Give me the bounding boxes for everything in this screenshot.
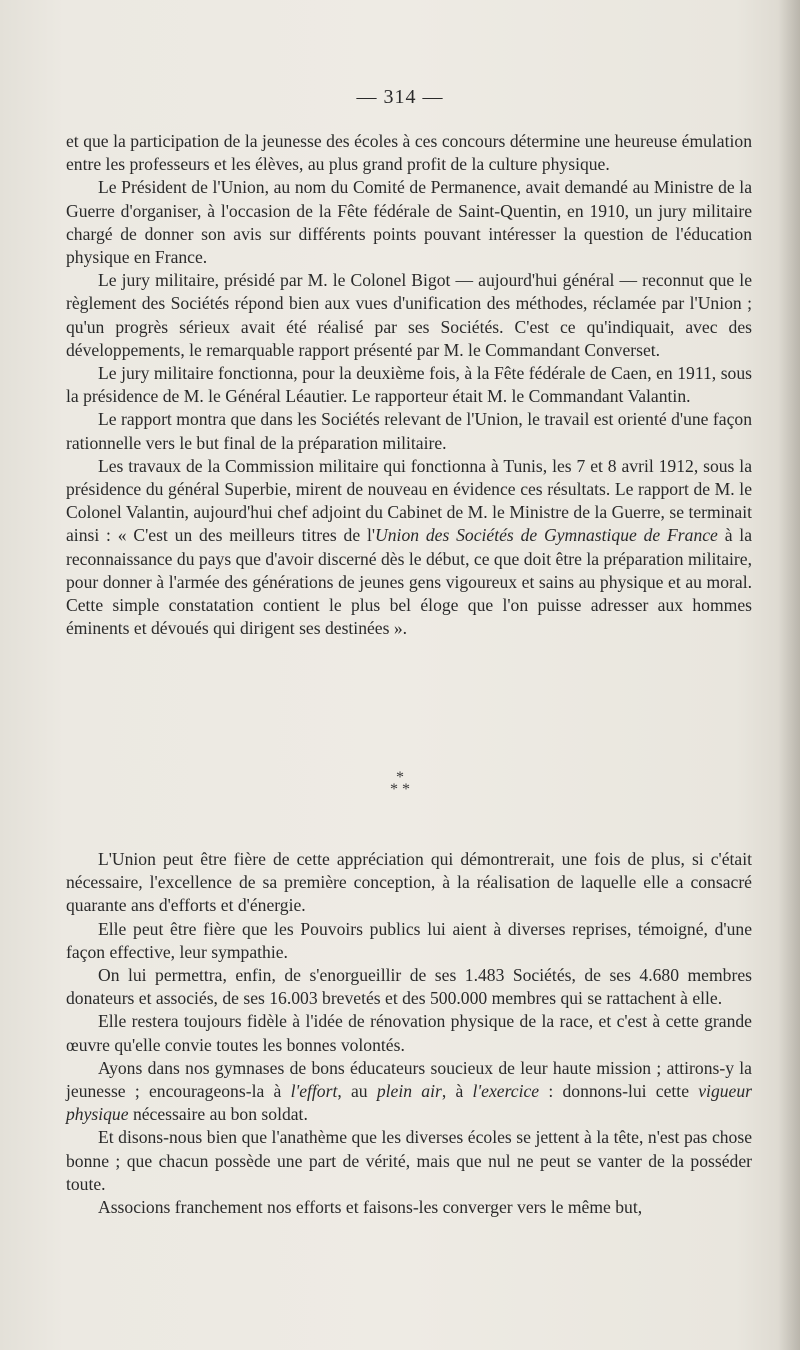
paragraph: Et disons-nous bien que l'anathème que les diverses écoles se jettent à la tête, n'est pas chose bonne ; que chacun possède une part de vérité, mais que nul ne peut se vanter de la posséder toute. — [66, 1127, 752, 1194]
paragraph: Le Président de l'Union, au nom du Comité de Permanence, avait demandé au Ministre de la Guerre d'organiser, à l'occasion de la Fête fédérale de Saint-Quentin, en 1910, un jury militaire chargé de donner son avis sur différents points pouvant intéresser la question de l'éducation physique en France. — [66, 177, 752, 268]
text-block-top — [66, 130, 752, 640]
paragraph-text: à la reconnaissance du pays que d'avoir discerné dès le début, ce que doit être la préparation militaire, pour donner à l'armée des générations de jeunes gens vigoureux et sains au physique et au moral. Cette simple constatation contient le plus bel éloge que l'on puisse adresser aux hommes éminents et dévoués qui dirigent ses destinées ». — [66, 525, 753, 639]
paragraph — [66, 455, 752, 641]
italic-phrase: vigueur physique — [66, 1081, 752, 1125]
paragraph-text: : donnons-lui cette — [539, 1081, 699, 1102]
binding-shadow — [778, 0, 800, 1350]
paragraph-text: , à — [441, 1081, 473, 1102]
italic-title: Union des Sociétés de Gymnastique de France — [375, 525, 718, 546]
paragraph: Elle restera toujours fidèle à l'idée de rénovation physique de la race, et c'est à cette grande œuvre qu'elle convie toutes les bonnes volontés. — [66, 1011, 752, 1055]
paragraph-text: nécessaire au bon soldat. — [128, 1104, 308, 1125]
italic-phrase: l'effort — [290, 1081, 338, 1102]
italic-phrase: l'exercice — [472, 1081, 540, 1102]
paragraph: L'Union peut être fière de cette appréciation qui démontrerait, une fois de plus, si c'était nécessaire, l'excellence de sa première conception, à la réalisation de laquelle elle a consacré quarante ans d'efforts et d'énergie. — [66, 849, 752, 916]
paragraph-text: Ayons dans nos gymnases de bons éducateurs soucieux de leur haute mission ; attirons-y la jeunesse ; encourageons-la à — [66, 1057, 752, 1102]
paragraph: On lui permettra, enfin, de s'enorgueillir de ses 1.483 Sociétés, de ses 4.680 membres donateurs et associés, de ses 16.003 brevetés et des 500.000 membres qui se rattachent à elle. — [66, 965, 752, 1009]
paragraph: Elle peut être fière que les Pouvoirs publics lui aient à diverses reprises, témoigné, d'une façon effective, leur sympathie. — [66, 918, 752, 962]
separator-stars-bottom: * * — [390, 781, 410, 798]
paragraph-text: , au — [337, 1081, 377, 1102]
paragraph: Le rapport montra que dans les Sociétés relevant de l'Union, le travail est orienté d'une façon rationnelle vers le but final de la préparation militaire. — [66, 409, 752, 453]
paragraph-text: Les travaux de la Commission militaire qui fonctionna à Tunis, les 7 et 8 avril 1912, sous la présidence du général Superbie, mirent de nouveau en évidence ces résultats. Le rapport de M. le Colonel Valantin, aujourd'hui chef adjoint du Cabinet de M. le Ministre de la Guerre, se terminait ainsi : « C'est un des meilleurs titres de l' — [66, 455, 752, 546]
paragraph: Le jury militaire fonctionna, pour la deuxième fois, à la Fête fédérale de Caen, en 1911, sous la présidence de M. le Général Léautier. Le rapporteur était M. le Commandant Valantin. — [66, 363, 752, 407]
section-separator — [0, 769, 800, 798]
paragraph — [66, 1057, 752, 1127]
italic-phrase: plein air — [376, 1081, 442, 1102]
paragraph: et que la participation de la jeunesse des écoles à ces concours détermine une heureuse émulation entre les professeurs et les élèves, au plus grand profit de la culture physique. — [66, 131, 752, 175]
text-block-bottom — [66, 848, 752, 1219]
page-number: — 314 — — [356, 86, 444, 108]
paragraph: Associons franchement nos efforts et faisons-les converger vers le même but, — [98, 1197, 643, 1218]
paragraph: Le jury militaire, présidé par M. le Colonel Bigot — aujourd'hui général — reconnut que le règlement des Sociétés répond bien aux vues d'unification des méthodes, réclamée par l'Union ; qu'un progrès sérieux avait été réalisé par ses Sociétés. C'est ce qu'indiquait, avec des développements, le remarquable rapport présenté par M. le Commandant Converset. — [66, 270, 752, 360]
separator-star-top: * — [396, 769, 404, 786]
